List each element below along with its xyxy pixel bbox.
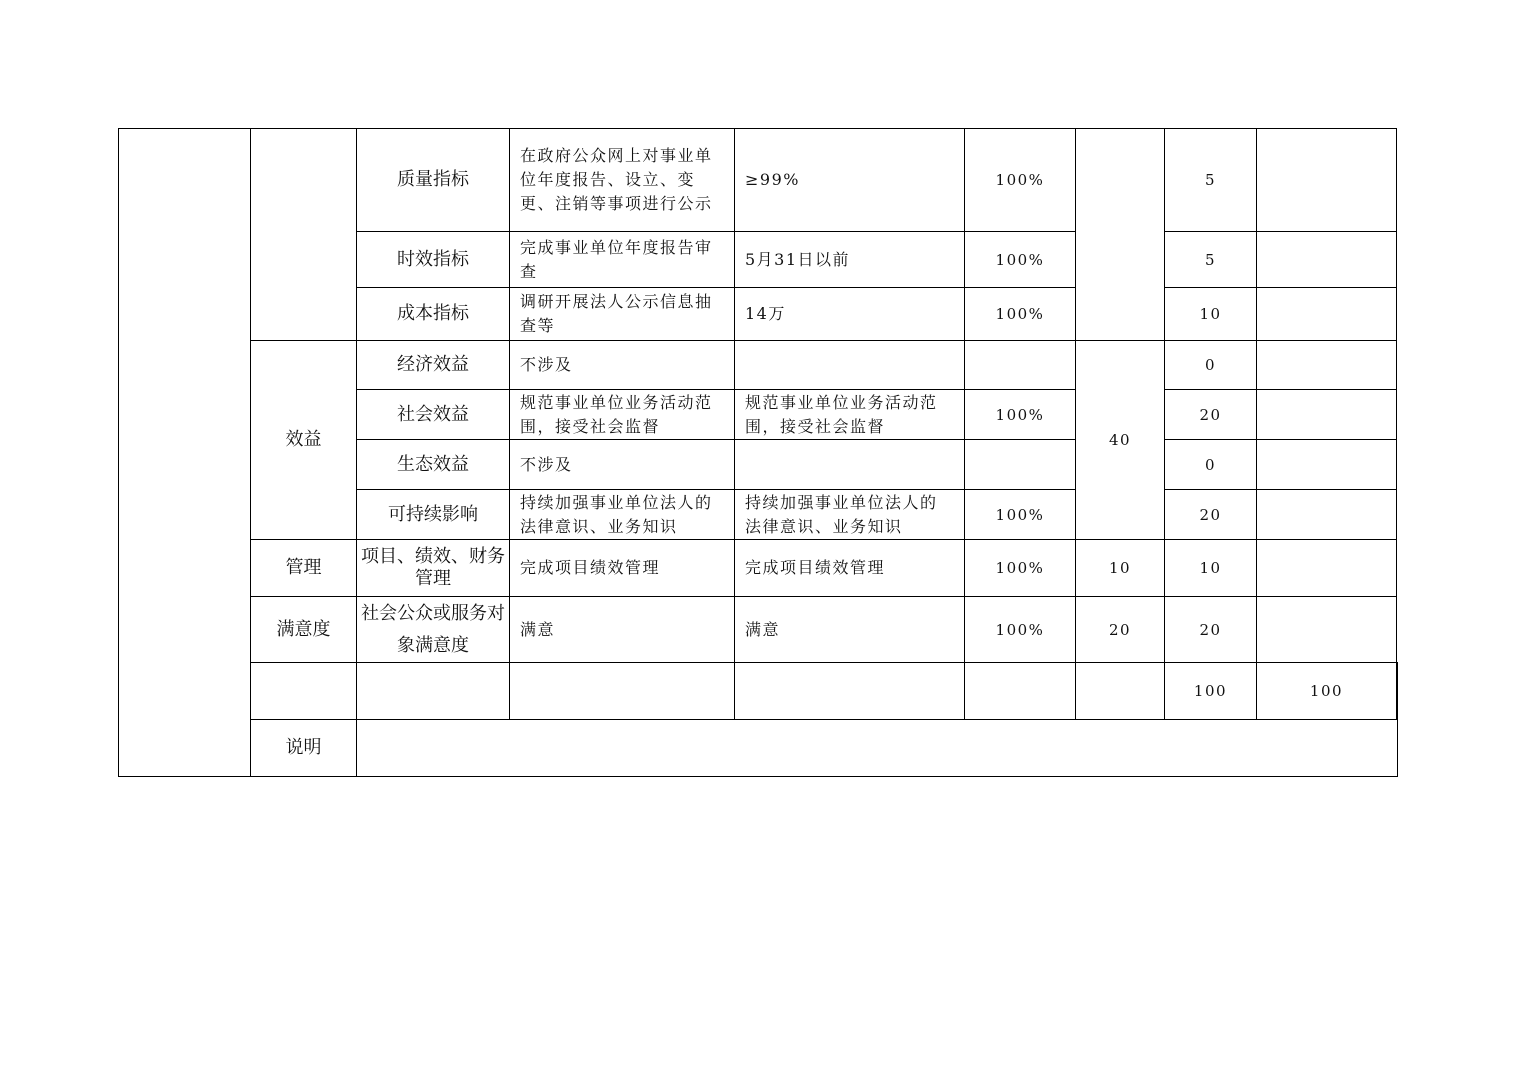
indicator-name-cell: 成本指标 bbox=[357, 288, 510, 341]
benefit-category-cell: 效益 bbox=[251, 341, 357, 540]
total-weight-cell: 100 bbox=[1165, 663, 1257, 720]
remark-cell bbox=[1257, 129, 1397, 232]
indicator-name-cell: 质量指标 bbox=[357, 129, 510, 232]
performance-table-container bbox=[118, 128, 1398, 777]
indicator-content-cell: 持续加强事业单位法人的法律意识、业务知识 bbox=[510, 490, 735, 540]
remark-cell bbox=[1257, 597, 1397, 663]
management-category-cell: 管理 bbox=[251, 540, 357, 597]
total-score-cell: 100 bbox=[1257, 663, 1397, 720]
actual-value-cell: 100% bbox=[965, 390, 1076, 440]
target-value-cell: 满意 bbox=[735, 597, 965, 663]
indicator-name-cell: 可持续影响 bbox=[357, 490, 510, 540]
indicator-content-cell: 不涉及 bbox=[510, 440, 735, 490]
score-cell: 0 bbox=[1165, 440, 1257, 490]
empty-cell bbox=[510, 663, 735, 720]
indicator-name-cell: 经济效益 bbox=[357, 341, 510, 390]
score-cell: 20 bbox=[1165, 597, 1257, 663]
target-value-cell: 持续加强事业单位法人的法律意识、业务知识 bbox=[735, 490, 965, 540]
target-value-cell: 5月31日以前 bbox=[735, 232, 965, 288]
target-value-cell: ≥99% bbox=[735, 129, 965, 232]
score-cell: 0 bbox=[1165, 341, 1257, 390]
indicator-name-cell: 生态效益 bbox=[357, 440, 510, 490]
satisfaction-category-cell: 满意度 bbox=[251, 597, 357, 663]
indicator-content-cell: 不涉及 bbox=[510, 341, 735, 390]
target-value-cell: 14万 bbox=[735, 288, 965, 341]
score-cell: 10 bbox=[1165, 288, 1257, 341]
remark-cell bbox=[1257, 440, 1397, 490]
notes-row bbox=[119, 720, 1398, 777]
weight-cell bbox=[1076, 129, 1165, 341]
first-column-merged-cell bbox=[119, 129, 251, 777]
score-cell: 20 bbox=[1165, 390, 1257, 440]
indicator-name-cell: 项目、绩效、财务管理 bbox=[357, 540, 510, 597]
actual-value-cell: 100% bbox=[965, 540, 1076, 597]
indicator-name-cell: 社会公众或服务对象满意度 bbox=[357, 597, 510, 663]
weight-cell: 10 bbox=[1076, 540, 1165, 597]
actual-value-cell: 100% bbox=[965, 129, 1076, 232]
actual-value-cell: 100% bbox=[965, 288, 1076, 341]
indicator-content-cell: 完成事业单位年度报告审查 bbox=[510, 232, 735, 288]
target-value-cell bbox=[735, 440, 965, 490]
actual-value-cell: 100% bbox=[965, 597, 1076, 663]
weight-cell: 20 bbox=[1076, 597, 1165, 663]
remark-cell bbox=[1257, 341, 1397, 390]
table-row bbox=[119, 597, 1398, 663]
indicator-content-cell: 调研开展法人公示信息抽查等 bbox=[510, 288, 735, 341]
score-cell: 5 bbox=[1165, 129, 1257, 232]
actual-value-cell bbox=[965, 440, 1076, 490]
empty-cell bbox=[965, 663, 1076, 720]
indicator-name-cell: 时效指标 bbox=[357, 232, 510, 288]
target-value-cell bbox=[735, 341, 965, 390]
empty-cell bbox=[357, 663, 510, 720]
table-row bbox=[119, 341, 1398, 390]
score-cell: 5 bbox=[1165, 232, 1257, 288]
actual-value-cell: 100% bbox=[965, 232, 1076, 288]
indicator-content-cell: 规范事业单位业务活动范围，接受社会监督 bbox=[510, 390, 735, 440]
score-cell: 10 bbox=[1165, 540, 1257, 597]
indicator-content-cell: 在政府公众网上对事业单位年度报告、设立、变更、注销等事项进行公示 bbox=[510, 129, 735, 232]
output-category-cell bbox=[251, 129, 357, 341]
notes-label: 说明 bbox=[251, 720, 357, 777]
empty-cell bbox=[735, 663, 965, 720]
indicator-name-cell: 社会效益 bbox=[357, 390, 510, 440]
target-value-cell: 完成项目绩效管理 bbox=[735, 540, 965, 597]
remark-cell bbox=[1257, 390, 1397, 440]
remark-cell bbox=[1257, 490, 1397, 540]
target-value-cell: 规范事业单位业务活动范围，接受社会监督 bbox=[735, 390, 965, 440]
empty-cell bbox=[1076, 663, 1165, 720]
notes-value bbox=[357, 720, 1398, 777]
table-row bbox=[119, 540, 1398, 597]
indicator-content-cell: 满意 bbox=[510, 597, 735, 663]
score-cell: 20 bbox=[1165, 490, 1257, 540]
remark-cell bbox=[1397, 663, 1398, 720]
remark-cell bbox=[1257, 540, 1397, 597]
actual-value-cell bbox=[965, 341, 1076, 390]
table-row bbox=[119, 129, 1398, 232]
indicator-content-cell: 完成项目绩效管理 bbox=[510, 540, 735, 597]
performance-evaluation-table bbox=[118, 128, 1398, 777]
actual-value-cell: 100% bbox=[965, 490, 1076, 540]
remark-cell bbox=[1257, 288, 1397, 341]
total-row bbox=[119, 663, 1398, 720]
weight-cell: 40 bbox=[1076, 341, 1165, 540]
empty-cell bbox=[251, 663, 357, 720]
remark-cell bbox=[1257, 232, 1397, 288]
